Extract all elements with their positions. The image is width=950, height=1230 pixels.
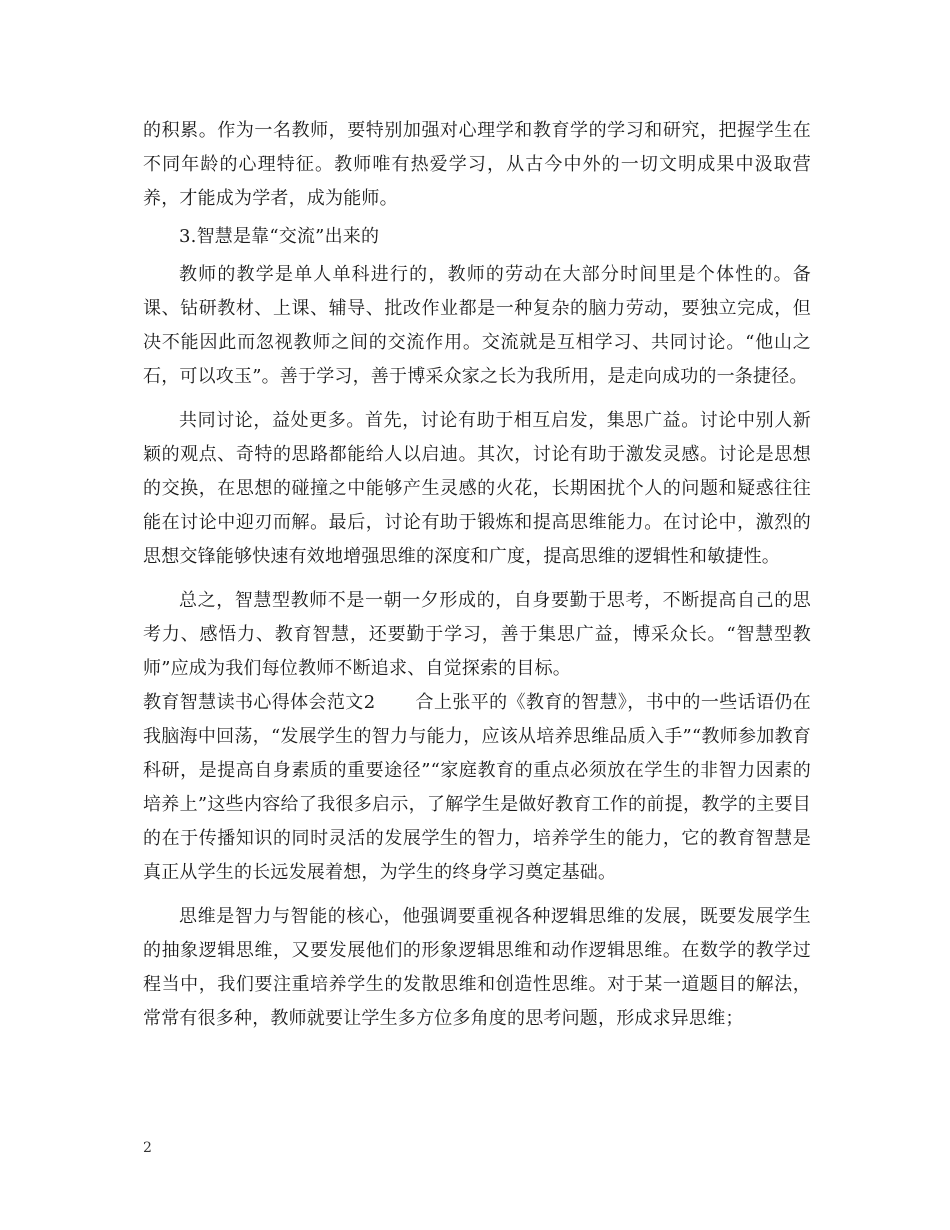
section-two-paragraph xyxy=(143,686,811,890)
page-number: 2 xyxy=(143,1140,152,1156)
section-two-title: 教育智慧读书心得体会范文2 xyxy=(143,692,376,713)
paragraph-teacher-labor: 教师的教学是单人单科进行的，教师的劳动在大部分时间里是个体性的。备课、钻研教材、上课、辅导、批改作业都是一种复杂的脑力劳动，要独立完成，但决不能因此而忽视教师之间的交流作用。交流就是互相学习、共同讨论。“他山之石，可以攻玉”。善于学习，善于博采众家之长为我所用，是走向成功的一条捷径。 xyxy=(143,264,811,387)
sub-heading-exchange: 3.智慧是靠“交流”出来的 xyxy=(179,226,380,247)
paragraph-conclusion: 总之，智慧型教师不是一朝一夕形成的，自身要勤于思考，不断提高自己的思考力、感悟力、教育智慧，还要勤于学习，善于集思广益，博采众长。“智慧型教师”应成为我们每位教师不断追求、自觉探索的目标。 xyxy=(143,590,811,679)
paragraph-discussion-benefits: 共同讨论，益处更多。首先，讨论有助于相互启发，集思广益。讨论中别人新颖的观点、奇特的思路都能给人以启迪。其次，讨论有助于激发灵感。讨论是思想的交换，在思想的碰撞之中能够产生灵感的火花，长期困扰个人的问题和疑惑往往能在讨论中迎刃而解。最后，讨论有助于锻炼和提高思维能力。在讨论中，激烈的思想交锋能够快速有效地增强思维的深度和广度，提高思维的逻辑性和敏捷性。 xyxy=(143,410,811,567)
section-two-text: 合上张平的《教育的智慧》，书中的一些话语仍在我脑海中回荡，“发展学生的智力与能力，应该从培养思维品质入手”“教师参加教育科研，是提高自身素质的重要途径”“家庭教育的重点必须放在学生的非智力因素的培养上”这些内容给了我很多启示，了解学生是做好教育工作的前提，教学的主要目的在于传播知识的同时灵活的发展学生的智力，培养学生的能力，它的教育智慧是真正从学生的长远发展着想，为学生的终身学习奠定基础。 xyxy=(143,692,811,883)
paragraph-thinking-core: 思维是智力与智能的核心，他强调要重视各种逻辑思维的发展，既要发展学生的抽象逻辑思维，又要发展他们的形象逻辑思维和动作逻辑思维。在数学的教学过程当中，我们要注重培养学生的发散思维和创造性思维。对于某一道题目的解法，常常有很多种，教师就要让学生多方位多角度的思考问题，形成求异思维； xyxy=(143,906,811,1029)
paragraph-continued: 的积累。作为一名教师，要特别加强对心理学和教育学的学习和研究，把握学生在不同年龄的心理特征。教师唯有热爱学习，从古今中外的一切文明成果中汲取营养，才能成为学者，成为能师。 xyxy=(143,120,811,209)
document-body xyxy=(143,114,811,1036)
